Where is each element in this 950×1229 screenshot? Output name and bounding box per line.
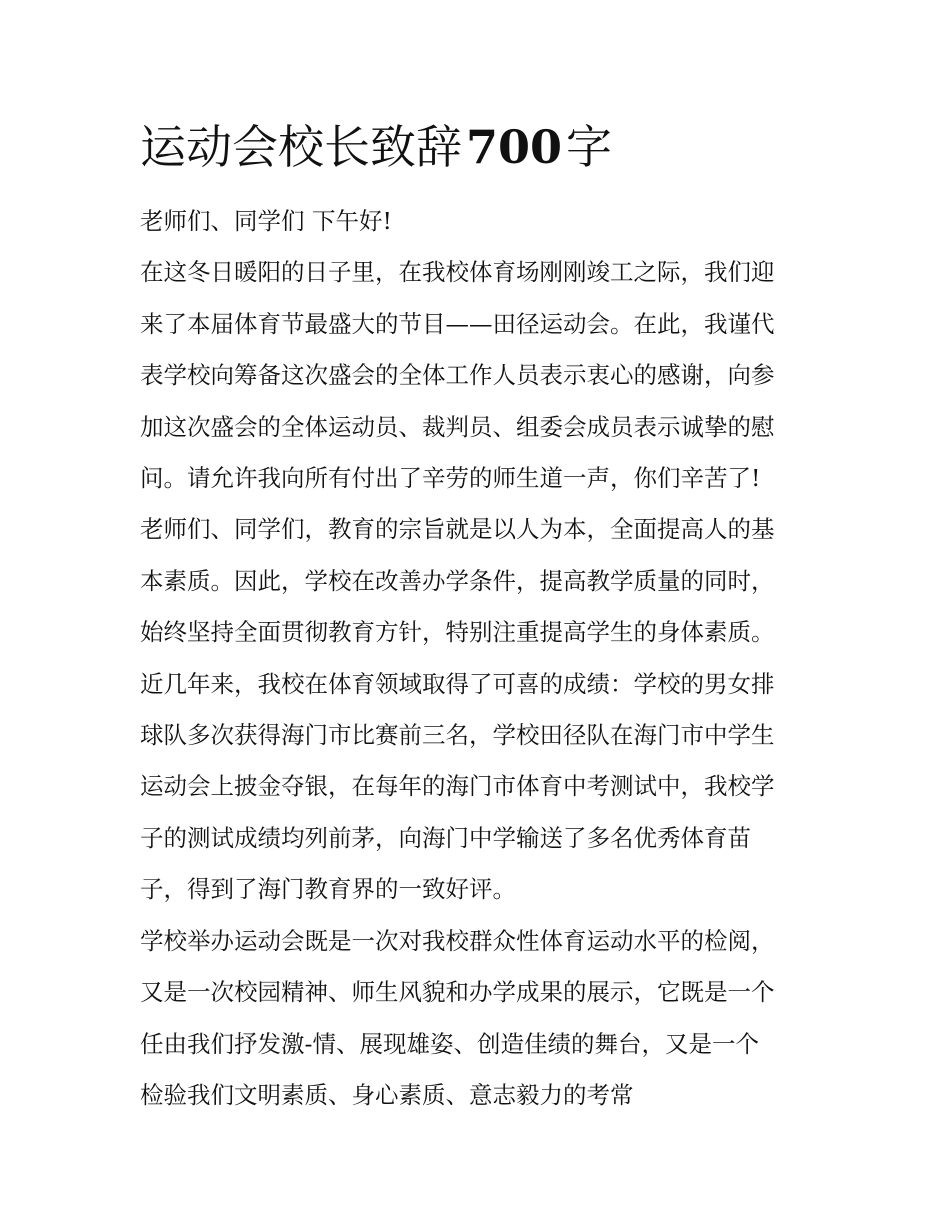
body-line: 学校举办运动会既是一次对我校群众性体育运动水平的检阅，: [140, 926, 775, 955]
body-line: 任由我们抒发激-情、展现雄姿、创造佳绩的舞台，又是一个: [140, 1029, 759, 1058]
body-line: 老师们、同学们 下午好!: [140, 207, 392, 235]
body-line: 运动会上披金夺银，在每年的海门市体育中考测试中，我校学: [140, 772, 775, 801]
title-text: 运动会校长致辞: [140, 120, 462, 174]
body-line: 加这次盛会的全体运动员、裁判员、组委会成员表示诚挚的慰: [140, 412, 775, 441]
body-line: 老师们、同学们，教育的宗旨就是以人为本，全面提高人的基: [140, 515, 775, 544]
document-title: [140, 116, 612, 178]
body-line: 检验我们文明素质、身心素质、意志毅力的考常: [140, 1080, 634, 1109]
document-body: [140, 196, 820, 1121]
body-line: 问。请允许我向所有付出了辛劳的师生道一声，你们辛苦了!: [140, 464, 761, 493]
body-line: 始终坚持全面贯彻教育方针，特别注重提高学生的身体素质。: [140, 618, 775, 647]
body-line: 在这冬日暖阳的日子里，在我校体育场刚刚竣工之际，我们迎: [140, 258, 775, 287]
body-line: 来了本届体育节最盛大的节目——田径运动会。在此，我谨代: [140, 309, 775, 338]
body-line: 子的测试成绩均列前茅，向海门中学输送了多名优秀体育苗: [140, 823, 751, 852]
body-line: 球队多次获得海门市比赛前三名，学校田径队在海门市中学生: [140, 721, 775, 750]
body-line: 本素质。因此，学校在改善办学条件，提高教学质量的同时，: [140, 566, 775, 595]
body-line: 近几年来，我校在体育领域取得了可喜的成绩：学校的男女排: [140, 669, 775, 698]
title-number: 700: [466, 120, 563, 174]
title-suffix: 字: [566, 120, 613, 174]
body-line: 子，得到了海门教育界的一致好评。: [140, 875, 516, 904]
body-line: 表学校向筹备这次盛会的全体工作人员表示衷心的感谢，向参: [140, 361, 775, 390]
body-line: 又是一次校园精神、师生风貌和办学成果的展示，它既是一个: [140, 978, 775, 1007]
